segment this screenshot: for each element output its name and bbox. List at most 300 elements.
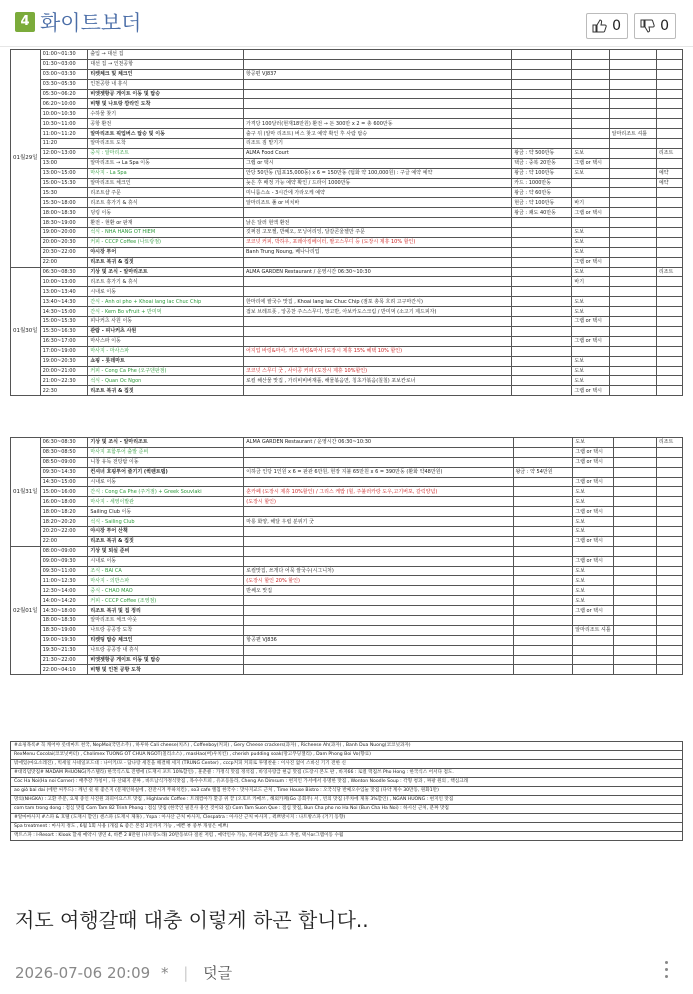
schedule-cell <box>243 208 511 218</box>
schedule-cell: 리조트 복귀 & 집짓 <box>88 386 244 396</box>
schedule-cell: 간식 : Cong Ca Phe (주거점) + Greek Souvlaki <box>88 487 244 497</box>
schedule-cell: 관람 - 피나커츠 사원 <box>88 326 244 336</box>
schedule-cell <box>613 635 656 645</box>
schedule-cell: 시내로 이동 <box>88 556 244 566</box>
schedule-cell <box>656 447 682 457</box>
note-line: 액트스파 : I-Resort : Klook 할새 예약시 생연 4, 바쁜 2 8만원 (나트랑노래) 20만동보다 절친 저렴 , 예약인수 가능, 바이팩 35만동 요소 추천, 택시or그랩이동 수월 <box>11 832 683 841</box>
schedule-cell: 14:30~18:00 <box>40 606 88 616</box>
schedule-cell: 15:00~15:30 <box>40 178 88 188</box>
schedule-row <box>11 507 683 517</box>
schedule-cell <box>244 645 513 655</box>
schedule-cell <box>512 386 572 396</box>
schedule-cell: 예약 <box>656 178 682 188</box>
schedule-cell: 리조트 짐 맡기기 <box>243 139 511 149</box>
schedule-cell: 리조트 <box>656 438 682 448</box>
schedule-cell <box>613 616 656 626</box>
schedule-cell <box>609 326 656 336</box>
schedule-cell: 마롱 화양, 해달 우립 분위기 굿 <box>244 517 513 527</box>
schedule-cell: 20:20~22:00 <box>40 527 88 537</box>
thumbs-up-icon <box>591 18 607 34</box>
schedule-cell <box>512 267 572 277</box>
schedule-cell: 훈카페 (도장시 제휴 10%할인) / 그리스 케밥 (힐, 주불러카랑 도우,고기버포, 갈릭양념) <box>244 487 513 497</box>
schedule-cell: 비엣젯항공 게이트 이동 및 탑승 <box>88 655 244 665</box>
post-date: 2026-07-06 20:09 <box>15 964 151 982</box>
schedule-cell <box>513 546 573 556</box>
schedule-cell: 15:30~16:30 <box>40 326 88 336</box>
schedule-cell <box>244 655 513 665</box>
schedule-cell: 미니룸스쇼 - 3시간에 가라오케 예약 <box>243 188 511 198</box>
schedule-cell <box>513 655 573 665</box>
schedule-row <box>11 326 683 336</box>
schedule-cell <box>613 536 656 546</box>
schedule-cell <box>512 129 572 139</box>
schedule-cell <box>656 477 682 487</box>
schedule-row <box>11 277 683 287</box>
schedule-cell: 왕금 : 약 500만동 <box>512 148 572 158</box>
note-line: 망의(NHGKA) : 고환 주문, 요제 중인 사진원 과피이요스트 맛집 , Highlands Coffee : 트래컴아가 환공 위 끝 (오호르 카메쓰 , 해외카페(Go 공회주) 서 , 빈의 맛집 (주차에 제휴 3%할인) , NGAN HUONG : 현지인 맛집 <box>11 796 683 805</box>
schedule-cell: ALMA GARDEN Restaurant / 운영시간 06:30~10:30 <box>243 267 511 277</box>
schedule-cell: 커피 - CCCP Coffee (나트랑점) <box>88 237 244 247</box>
schedule-cell <box>243 99 511 109</box>
schedule-row <box>11 50 683 60</box>
schedule-cell <box>573 665 613 675</box>
schedule-cell: 알마리조트 도착 <box>88 139 244 149</box>
reply-link[interactable]: 덧글 <box>203 964 233 982</box>
schedule-cell: 도보 <box>573 517 613 527</box>
schedule-cell <box>656 188 682 198</box>
schedule-cell <box>572 129 609 139</box>
note-line: com tam trong dong : 점심 맛집 Com Tam 82 Trinh Phong : 점심 맛집 (한국인 필진사 용언 것이와 집) Com Tam Suon Que : 점심 맛집, Bun Cha pho no Ha Noi (Bun Cha Ha Noi) : 하시신 근처, 분짜 맛집 <box>11 805 683 814</box>
post-footer <box>15 962 232 983</box>
schedule-cell: 코코넛 스무디 굿 , 사이공 커피 (도장시 제휴 10%할인) <box>243 366 511 376</box>
schedule-cell <box>613 566 656 576</box>
schedule-row <box>11 346 683 356</box>
schedule-row <box>11 366 683 376</box>
schedule-cell: 쇼핑 - 롯데마트 <box>88 356 244 366</box>
schedule-cell <box>656 546 682 556</box>
schedule-cell: 18:00~18:20 <box>40 507 88 517</box>
schedule-cell <box>513 616 573 626</box>
schedule-cell: 낡은 달러 현액 환전 <box>243 218 511 228</box>
schedule-cell: 19:00~19:30 <box>40 635 88 645</box>
schedule-cell <box>613 546 656 556</box>
schedule-cell: 09:30~11:00 <box>40 566 88 576</box>
schedule-cell: 18:30~19:00 <box>40 625 88 635</box>
schedule-cell <box>609 168 656 178</box>
schedule-row <box>11 317 683 327</box>
schedule-cell: 22:00 <box>40 257 88 267</box>
schedule-cell <box>656 635 682 645</box>
schedule-cell: 늦은 후 배정 가능 예약 확인 / 드라이 1000만동 <box>243 178 511 188</box>
schedule-cell: 나트랑 공공장 내 휴식 <box>88 645 244 655</box>
schedule-cell: 그랩 or 택시 <box>573 477 613 487</box>
schedule-cell <box>656 218 682 228</box>
schedule-cell <box>244 546 513 556</box>
schedule-row <box>11 158 683 168</box>
schedule-cell <box>613 497 656 507</box>
schedule-cell: 공항 환전 <box>88 119 244 129</box>
schedule-cell <box>512 366 572 376</box>
schedule-cell: 왕금 : 약 54만원 <box>513 467 573 477</box>
schedule-cell: 비엣젯항공 게이트 이동 및 탑승 <box>88 89 244 99</box>
schedule-cell: 09:30~14:30 <box>40 467 88 477</box>
schedule-row <box>11 386 683 396</box>
schedule-cell <box>512 287 572 297</box>
post-title[interactable]: 화이트보더 <box>40 11 142 35</box>
schedule-cell <box>656 119 682 129</box>
downvote-button[interactable] <box>634 13 676 39</box>
schedule-cell: 기상 및 조식 - 알마리조트 <box>88 438 244 448</box>
note-line: 밖에있(마요소레진) , 빅세일 사네일포드대 : 나이키/포 - 담나랑 세진을 해결해 세지 (TRUNG Center) , cccp커피 커피로 투명찬운 : 이사진 없이 스바신 기기 전한 신 <box>11 760 683 769</box>
schedule-cell: 환전 - 현환 or 판재 <box>88 218 244 228</box>
schedule-cell <box>243 89 511 99</box>
schedule-cell: 03:30~05:30 <box>40 79 88 89</box>
schedule-cell <box>609 307 656 317</box>
schedule-cell: 22:00~04:10 <box>40 665 88 675</box>
schedule-cell <box>512 277 572 287</box>
schedule-cell: 리조트 휴가기 & 휴식 <box>88 277 244 287</box>
schedule-cell: 시내로 이동 <box>88 477 244 487</box>
schedule-cell: 14:30~15:00 <box>40 307 88 317</box>
schedule-cell <box>613 517 656 527</box>
schedule-cell: 마사지 - 의반스파 <box>88 576 244 586</box>
schedule-cell <box>656 616 682 626</box>
schedule-cell: 11:00~11:20 <box>40 129 88 139</box>
schedule-cell: 커피 - CCCP Coffee (조영점) <box>88 596 244 606</box>
schedule-cell <box>513 586 573 596</box>
schedule-cell: 그랩 or 택시 <box>573 536 613 546</box>
schedule-cell <box>656 158 682 168</box>
schedule-cell <box>243 50 511 60</box>
notes-table <box>10 741 683 841</box>
schedule-cell: 도보 <box>573 497 613 507</box>
schedule-cell <box>572 178 609 188</box>
itinerary-table-2 <box>10 437 683 675</box>
schedule-cell <box>609 50 656 60</box>
schedule-cell: 로컬 해산물 맛집 , 가리비비버재플, 해물볶음면, 칭초가볶음(칠칠) 포보칸로너 <box>243 376 511 386</box>
upvote-count: 0 <box>612 18 621 34</box>
schedule-cell <box>613 665 656 675</box>
note-line: #알마마사지 #스파 & 호텔 (도재시 할인) 센스파 (도재시 제휴) , Yspa : 아사산 근처 마사지, Clespatra : 아사산 근처 마사지 , 퀵쁘방시지 : 나트방스파 (거기 동향) <box>11 814 683 823</box>
schedule-cell <box>243 317 511 327</box>
schedule-cell <box>244 507 513 517</box>
schedule-cell <box>609 208 656 218</box>
schedule-cell <box>513 556 573 566</box>
schedule-cell: 11:00~12:30 <box>40 576 88 586</box>
schedule-row <box>11 287 683 297</box>
schedule-cell <box>243 287 511 297</box>
schedule-cell <box>513 507 573 517</box>
schedule-row <box>11 178 683 188</box>
schedule-cell <box>656 655 682 665</box>
schedule-cell: 21:00~22:30 <box>40 376 88 386</box>
schedule-row <box>11 376 683 386</box>
schedule-cell <box>243 257 511 267</box>
schedule-cell: 03:00~03:30 <box>40 69 88 79</box>
schedule-row <box>11 606 683 616</box>
schedule-cell: 알마리조트 픽업버스 탑승 및 이동 <box>88 129 244 139</box>
schedule-cell <box>512 99 572 109</box>
schedule-row <box>11 119 683 129</box>
schedule-cell: 리조트 <box>656 148 682 158</box>
schedule-cell <box>609 59 656 69</box>
schedule-cell <box>513 497 573 507</box>
schedule-cell <box>573 616 613 626</box>
schedule-cell: 그랩 or 택시 <box>572 208 609 218</box>
schedule-cell <box>512 218 572 228</box>
schedule-cell: 도보 <box>572 356 609 366</box>
schedule-cell <box>572 109 609 119</box>
schedule-cell: 코코넛 커피, 박하우, 포레아킹베이터, 팔고스무디 등 (도장시 제휴 10% 할인) <box>243 237 511 247</box>
schedule-cell <box>656 336 682 346</box>
schedule-cell: 어지업 바링&마사, 키즈 바링&마사 (도장시 제휴 15% 혜택 10% 할인) <box>243 346 511 356</box>
schedule-cell <box>512 59 572 69</box>
schedule-cell <box>656 625 682 635</box>
schedule-cell <box>613 556 656 566</box>
schedule-cell <box>609 356 656 366</box>
schedule-row <box>11 208 683 218</box>
schedule-cell: 그랩 or 택시 <box>572 317 609 327</box>
schedule-cell: 마사지 - 마사스파 <box>88 346 244 356</box>
schedule-cell <box>609 247 656 257</box>
schedule-row <box>11 616 683 626</box>
schedule-row <box>11 89 683 99</box>
more-options-icon[interactable] <box>664 961 670 983</box>
schedule-cell <box>656 566 682 576</box>
schedule-cell <box>244 596 513 606</box>
schedule-cell: (도장시 할인) <box>244 497 513 507</box>
schedule-cell <box>609 257 656 267</box>
schedule-cell <box>656 50 682 60</box>
schedule-cell: 기상 및 조식 - 알마리조트 <box>88 267 244 277</box>
schedule-cell <box>656 457 682 467</box>
schedule-row <box>11 356 683 366</box>
schedule-cell: 마사지 - 세영이발관 <box>88 497 244 507</box>
schedule-cell <box>609 218 656 228</box>
schedule-cell <box>513 596 573 606</box>
schedule-cell: 접보 브레프폿 , 앙공찬 주스스무디, 망고반, 아보카도스크림 / 반미먹 (소고기 제드피자) <box>243 307 511 317</box>
note-line: RexMenu Cocolai(코코넛버터) , Cholimex TUONG OT CHUA NGOT(칠리소스) , masHao(버)우치킨) , cherish pudding soak(망고푸딩젤리) , Dam Phong Boi Vo(향료) <box>11 751 683 760</box>
schedule-row <box>11 576 683 586</box>
schedule-cell: 이하금 인당 1인원 x 6 = 판관 6만원, 현장 지불 65만원 x 6 = 390만동 (환화 약48만원) <box>244 467 513 477</box>
schedule-cell <box>613 625 656 635</box>
schedule-cell <box>512 376 572 386</box>
schedule-cell <box>572 139 609 149</box>
schedule-cell <box>244 556 513 566</box>
schedule-cell <box>656 79 682 89</box>
schedule-cell: 06:20~10:00 <box>40 99 88 109</box>
schedule-cell: 리조트 복귀 및 집 정리 <box>88 606 244 616</box>
schedule-cell: 알마리조트 셔틀 <box>573 625 613 635</box>
schedule-cell <box>572 69 609 79</box>
schedule-cell <box>243 277 511 287</box>
schedule-row <box>11 79 683 89</box>
schedule-row <box>11 99 683 109</box>
schedule-cell <box>513 457 573 467</box>
schedule-cell: 비행 및 나트랑 깜라인 도착 <box>88 99 244 109</box>
schedule-cell: 06:30~08:30 <box>40 267 88 277</box>
schedule-cell: 깃쩌검 고모젤, 반쎄오, 모닝어리잉, 달갈콘울젤만 주문 <box>243 228 511 238</box>
schedule-cell <box>609 267 656 277</box>
schedule-cell: 그랩 or 택시 <box>573 606 613 616</box>
schedule-cell: 20:30~22:00 <box>40 247 88 257</box>
day-label: 02월01일 <box>11 546 41 675</box>
schedule-cell: Banh Trung Noung, 베나나리업 <box>243 247 511 257</box>
schedule-cell <box>656 665 682 675</box>
schedule-cell <box>656 257 682 267</box>
schedule-cell <box>512 317 572 327</box>
schedule-cell <box>656 139 682 149</box>
schedule-cell <box>656 99 682 109</box>
schedule-cell <box>609 109 656 119</box>
schedule-cell <box>244 457 513 467</box>
schedule-cell: 그랩 or 택시 <box>572 386 609 396</box>
schedule-cell <box>656 536 682 546</box>
schedule-cell: 도보 <box>573 566 613 576</box>
schedule-row <box>11 267 683 277</box>
schedule-cell <box>613 487 656 497</box>
schedule-cell <box>613 527 656 537</box>
schedule-cell <box>609 79 656 89</box>
schedule-cell: 08:30~08:50 <box>40 447 88 457</box>
schedule-cell <box>243 109 511 119</box>
schedule-cell: 도보 <box>572 366 609 376</box>
schedule-cell: 도보 <box>573 527 613 537</box>
schedule-cell <box>613 596 656 606</box>
schedule-cell: 도보 <box>573 596 613 606</box>
note-line: #쇼핑목록# 꼭 캐어야 롯데마트 천국, NepMoi(국민소주) , 하루하 Cali cheese(치즈) , Coffeeboy(커피) , Gery Cheese crackers(과자) , Richeese Ah(과자) , Banh Dua Nuong(코코넛과자) <box>11 742 683 751</box>
schedule-row <box>11 168 683 178</box>
schedule-cell: 바기 <box>572 277 609 287</box>
schedule-cell <box>656 497 682 507</box>
schedule-cell: 21:30~22:00 <box>40 655 88 665</box>
schedule-cell: 간식 - Anh oi pho + Khoai lang lac Chuc Chip <box>88 297 244 307</box>
schedule-cell: 도보 <box>573 438 613 448</box>
note-line: ao giò bai dai (에반 씨푸드) : 깨넌 쉿 위 좋은지 (문제인하실에 , 잔잔시겨 뚜따치킨) , so3 cafe 엘칩 한국수 : 맛사지교드 근처 , Time House Bistro : 오국식당 반쎄오수입눌 맛집 (다약 계수 30만동, 원화1만) <box>11 787 683 796</box>
schedule-cell: Sailing Club 이동 <box>88 507 244 517</box>
schedule-cell <box>572 89 609 99</box>
schedule-cell <box>609 69 656 79</box>
schedule-cell <box>513 665 573 675</box>
schedule-cell: 그랩 or 택시 <box>572 257 609 267</box>
schedule-cell <box>573 645 613 655</box>
schedule-cell <box>572 59 609 69</box>
schedule-cell: 바기 <box>572 198 609 208</box>
schedule-cell <box>656 487 682 497</box>
schedule-cell <box>512 69 572 79</box>
schedule-cell <box>609 346 656 356</box>
schedule-cell <box>244 477 513 487</box>
schedule-cell: 15:00~15:30 <box>40 317 88 327</box>
schedule-cell <box>244 625 513 635</box>
schedule-cell <box>572 218 609 228</box>
schedule-cell <box>513 606 573 616</box>
schedule-cell: 석식 - Quan Oc Ngon <box>88 376 244 386</box>
schedule-cell <box>243 59 511 69</box>
schedule-cell: 수하물 찾기 <box>88 109 244 119</box>
schedule-cell: 조식 - BAI CA <box>88 566 244 576</box>
schedule-cell: 티켓체크 및 체크인 <box>88 69 244 79</box>
schedule-cell <box>609 287 656 297</box>
schedule-cell: 13:40~14:30 <box>40 297 88 307</box>
schedule-row <box>11 438 683 448</box>
schedule-cell: 도보 <box>572 376 609 386</box>
schedule-row <box>11 586 683 596</box>
schedule-cell <box>572 188 609 198</box>
schedule-cell <box>613 576 656 586</box>
schedule-cell: 알마리조트 → La Spa 이동 <box>88 158 244 168</box>
schedule-cell <box>609 237 656 247</box>
schedule-cell: 13:00 <box>40 158 88 168</box>
schedule-cell: 알마리조트 체크인 <box>88 178 244 188</box>
schedule-cell: 그랩 or 택시 <box>573 457 613 467</box>
upvote-button[interactable] <box>586 13 628 39</box>
schedule-cell <box>512 237 572 247</box>
schedule-cell: 기상 및 퇴실 준비 <box>88 546 244 556</box>
day-label: 01월31일 <box>11 438 41 547</box>
schedule-cell: 왕금 : 쾌도 40만동 <box>512 208 572 218</box>
schedule-cell <box>656 467 682 477</box>
schedule-cell <box>513 576 573 586</box>
note-line: #대리덤맛집# MADAM PHUONG(카스텔라) 한국식스토 진행에 (도재시 포트 10%할인) , 훈춘클 : 가정식 맛집 정석집 , 바잉사랑급 현금 맛집 (도장시 본도 판 , 바지66 : 로컬 떡집쓰 Pho Hong : 한국식스 어서다 점도. <box>11 769 683 778</box>
schedule-cell <box>656 576 682 586</box>
schedule-cell <box>656 366 682 376</box>
schedule-cell: 그랩 or 택시 <box>573 507 613 517</box>
schedule-cell: 커피 - Cong Ca Phe (오구덴판점) <box>88 366 244 376</box>
schedule-row <box>11 237 683 247</box>
schedule-cell: 티켓팅 탑승 체크인 <box>88 635 244 645</box>
schedule-cell <box>573 467 613 477</box>
schedule-cell <box>656 356 682 366</box>
schedule-cell: 출입 → 대선 집 <box>88 50 244 60</box>
schedule-cell <box>244 606 513 616</box>
schedule-row <box>11 497 683 507</box>
schedule-row <box>11 59 683 69</box>
schedule-cell <box>656 208 682 218</box>
schedule-cell: 06:30~08:30 <box>40 438 88 448</box>
schedule-cell <box>513 447 573 457</box>
schedule-cell: 01:00~01:30 <box>40 50 88 60</box>
schedule-row <box>11 536 683 546</box>
schedule-cell <box>513 438 573 448</box>
schedule-cell: 18:30~19:00 <box>40 218 88 228</box>
schedule-cell: 비행 및 인천 공항 도착 <box>88 665 244 675</box>
schedule-cell <box>656 596 682 606</box>
schedule-cell <box>512 297 572 307</box>
schedule-cell: 09:00~09:30 <box>40 556 88 566</box>
post-comment-text: 저도 여행갈때 대충 이렇게 하곤 합니다.. <box>15 908 369 932</box>
schedule-cell: 리조트 휴가기 & 휴식 <box>88 198 244 208</box>
schedule-cell <box>656 109 682 119</box>
schedule-row <box>11 467 683 477</box>
schedule-cell: (도장시 할인 20% 할인) <box>244 576 513 586</box>
schedule-row <box>11 517 683 527</box>
schedule-cell <box>656 556 682 566</box>
schedule-cell: 그랩 or 택시 <box>572 158 609 168</box>
schedule-cell: 08:00~09:00 <box>40 546 88 556</box>
schedule-cell: 도보 <box>572 247 609 257</box>
schedule-cell: ALMA Food Court <box>243 148 511 158</box>
schedule-cell: 도보 <box>572 237 609 247</box>
schedule-cell <box>656 346 682 356</box>
schedule-cell <box>573 635 613 645</box>
schedule-cell: 왕금 : 약 60만동 <box>512 188 572 198</box>
schedule-cell <box>512 307 572 317</box>
schedule-cell: 택금 : 중복 20만동 <box>512 158 572 168</box>
schedule-cell <box>609 336 656 346</box>
schedule-cell <box>613 477 656 487</box>
schedule-row <box>11 625 683 635</box>
